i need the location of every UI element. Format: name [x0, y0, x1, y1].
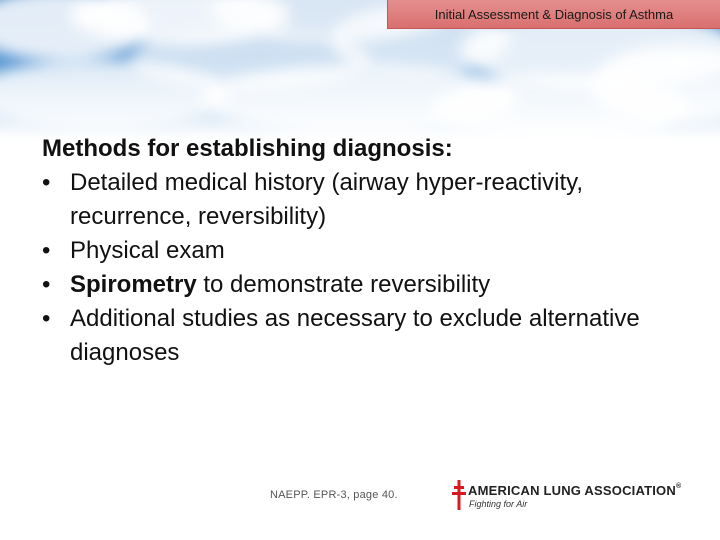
logo-registered-mark: ®	[675, 483, 682, 490]
logo-wordmark	[468, 483, 681, 498]
bullet-item	[42, 268, 702, 302]
bullet-dot: •	[42, 305, 51, 332]
content-area	[42, 132, 702, 370]
header-title: Initial Assessment & Diagnosis of Asthma	[387, 0, 720, 29]
logo-name-text: AMERICAN LUNG ASSOCIATION	[468, 483, 676, 498]
bullet-text: Physical exam	[70, 237, 225, 264]
bullet-text: Additional studies as necessary to exclude alternative diagnoses	[70, 305, 640, 366]
bullet-item	[42, 302, 702, 370]
bullet-list	[42, 166, 702, 370]
bullet-text: Detailed medical history (airway hyper-reactivity, recurrence, reversibility)	[70, 169, 584, 230]
bullet-dot: •	[42, 169, 51, 196]
lorraine-cross-icon	[452, 480, 466, 510]
bullet-bold-term: Spirometry	[70, 271, 197, 298]
slide-heading: Methods for establishing diagnosis:	[42, 135, 453, 162]
bullet-item	[42, 166, 702, 234]
citation: NAEPP. EPR-3, page 40.	[270, 489, 398, 501]
bullet-dot: •	[42, 271, 51, 298]
logo-tagline: Fighting for Air	[469, 499, 528, 509]
bullet-text: to demonstrate reversibility	[196, 271, 491, 298]
american-lung-association-logo	[452, 480, 692, 514]
bullet-dot: •	[42, 237, 51, 264]
bullet-item	[42, 234, 702, 268]
